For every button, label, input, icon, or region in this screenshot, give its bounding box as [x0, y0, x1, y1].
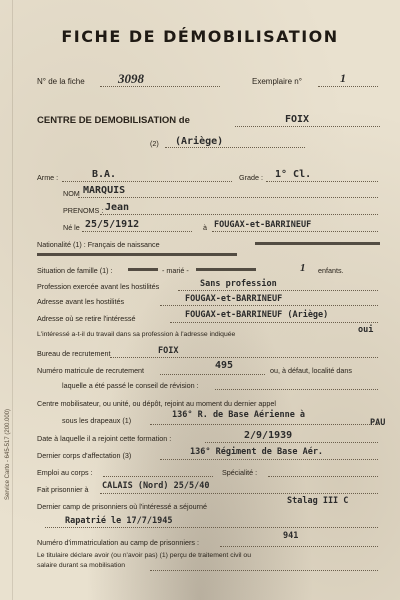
immat-line [220, 546, 378, 547]
situation-strike-2 [196, 268, 256, 271]
matricule-rest: ou, à défaut, localité dans [270, 366, 352, 375]
arme-line [62, 181, 232, 182]
profession-value: Sans profession [200, 279, 277, 289]
card-edge [12, 0, 13, 600]
prenoms-line [100, 214, 378, 215]
exemplaire-line [318, 86, 378, 87]
nom-label: NOM [63, 189, 80, 198]
traitement-label: Le titulaire déclare avoir (ou n'avoir pas) (1) perçu de traitement civil ou [37, 552, 251, 559]
naissance-lieu-line [212, 231, 378, 232]
specialite-line [268, 476, 378, 477]
naissance-label: Né le [63, 223, 80, 232]
nom-line [78, 197, 378, 198]
fiche-number-label: N° de la fiche [37, 77, 85, 86]
naissance-line [82, 231, 192, 232]
grade-label: Grade : [239, 173, 263, 182]
centre-label: CENTRE DE DEMOBILISATION de [37, 115, 190, 126]
exemplaire-label: Exemplaire n° [252, 77, 302, 86]
adresse-retire-value: FOUGAX-et-BARRINEUF (Ariège) [185, 310, 329, 320]
bureau-value: FOIX [158, 346, 179, 356]
profession-label: Profession exercée avant les hostilités [37, 282, 160, 291]
date-rejoint-value: 2/9/1939 [244, 430, 293, 441]
naissance-lieu-label: à [203, 223, 207, 232]
nationalite-strike-2 [37, 253, 237, 256]
centre-value: FOIX [285, 114, 310, 125]
travail-label: L'intéressé a-t-il du travail dans sa profession à l'adresse indiquée [37, 331, 236, 338]
prenoms-value: Jean [105, 202, 130, 213]
centre-sub-line [165, 147, 305, 148]
date-rejoint-label: Date à laquelle il a rejoint cette formation : [37, 434, 172, 443]
bureau-label: Bureau de recrutement [37, 349, 111, 358]
camp-label: Dernier camp de prisonniers où l'intéressé a séjourné [37, 502, 207, 511]
immat-value: 941 [283, 531, 299, 541]
adresse-avant-value: FOUGAX-et-BARRINEUF [185, 294, 283, 304]
rapatrie-value: Rapatrié le 17/7/1945 [65, 516, 173, 526]
traitement-line [150, 570, 378, 571]
matricule-value: 495 [215, 360, 234, 371]
exemplaire-value: 1 [340, 71, 346, 85]
naissance-value: 25/5/1912 [85, 219, 140, 230]
fiche-number-value: 3098 [118, 71, 144, 86]
dernier-corps-label: Dernier corps d'affectation (3) [37, 451, 132, 460]
situation-label: Situation de famille (1) : [37, 266, 113, 275]
drapeaux-line [150, 424, 378, 425]
nom-value: MARQUIS [83, 185, 126, 196]
centre-line [235, 126, 380, 127]
page-title: FICHE DE DÉMOBILISATION [61, 27, 339, 46]
matricule-line2: laquelle a été passé le conseil de révision : [62, 381, 199, 390]
centre-mob-label: Centre mobilisateur, ou unité, ou dépôt, rejoint au moment du dernier appel [37, 399, 276, 408]
camp-line [45, 527, 378, 528]
centre-sub-label: (2) [150, 139, 159, 148]
nationalite-strike-1 [255, 242, 380, 245]
situation-enfants: enfants. [318, 266, 344, 275]
drapeaux-extra: PAU [370, 418, 386, 428]
dernier-corps-value: 136° Régiment de Base Aér. [190, 447, 324, 457]
grade-line [266, 181, 378, 182]
dernier-corps-line [160, 459, 378, 460]
emploi-line [103, 476, 213, 477]
emploi-label: Emploi au corps : [37, 468, 93, 477]
matricule-line2-dots [215, 389, 378, 390]
bureau-line [110, 357, 378, 358]
print-reference: Service Carto - 645-517 (200.000) [5, 408, 11, 500]
prenoms-label: PRENOMS : [63, 206, 104, 215]
naissance-lieu-value: FOUGAX-et-BARRINEUF [214, 220, 312, 230]
profession-line [178, 290, 378, 291]
grade-value: 1° Cl. [275, 169, 312, 180]
adresse-avant-label: Adresse avant les hostilités [37, 297, 125, 306]
immat-label: Numéro d'immatriculation au camp de prisonniers : [37, 538, 199, 547]
situation-strike-1 [128, 268, 158, 271]
adresse-retire-line [170, 322, 378, 323]
situation-count: 1 [300, 262, 306, 274]
arme-value: B.A. [92, 169, 117, 180]
matricule-label: Numéro matricule de recrutement [37, 366, 145, 375]
prisonnier-label: Fait prisonnier à [37, 485, 89, 494]
centre-sub-value: (Ariège) [175, 136, 224, 147]
camp-value: Stalag III C [287, 496, 349, 506]
adresse-retire-label: Adresse où se retire l'intéressé [37, 314, 136, 323]
matricule-line [160, 374, 265, 375]
travail-value: oui [358, 325, 374, 335]
traitement-label-2: salaire durant sa mobilisation [37, 562, 126, 569]
prisonnier-line [100, 493, 378, 494]
drapeaux-label: sous les drapeaux (1) [62, 416, 132, 425]
date-rejoint-line [205, 442, 378, 443]
arme-label: Arme : [37, 173, 59, 182]
drapeaux-value: 136° R. de Base Aérienne à [172, 410, 306, 420]
adresse-avant-line [160, 305, 378, 306]
nationalite-label: Nationalité (1) : Français de naissance [37, 240, 160, 249]
prisonnier-value: CALAIS (Nord) 25/5/40 [102, 481, 210, 491]
specialite-label: Spécialité : [222, 468, 258, 477]
situation-marie: - marié - [162, 266, 189, 275]
